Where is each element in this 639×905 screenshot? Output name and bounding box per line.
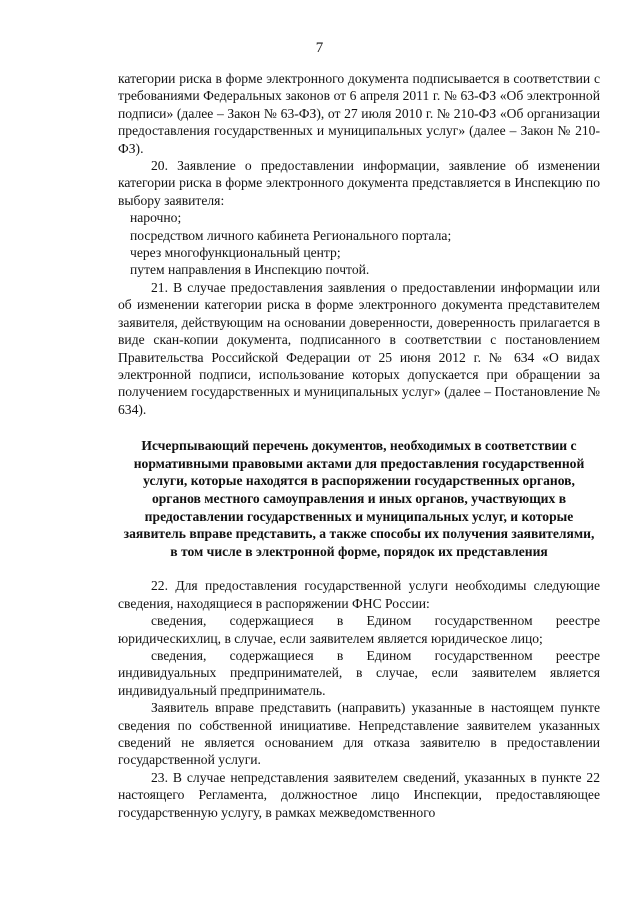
- list-item: посредством личного кабинета Регионального портала;: [130, 227, 452, 243]
- section-heading: Исчерпывающий перечень документов, необходимых в соответствии с нормативными правовыми актами для предоставления государственной услуги, которые находятся в распоряжении государственных органов, органов местного самоуправления и иных органов, участвующих в предоставлении государственных и муниципальных услуг, и которые заявитель вправе представить, а также способы их получения заявителями, в том числе в электронной форме, порядок их представления: [123, 438, 595, 559]
- paragraph-22: 22. Для предоставления государственной услуги необходимы следующие сведения, находящиеся в распоряжении ФНС России:: [118, 578, 600, 611]
- paragraph-23: 23. В случае непредставления заявителем сведений, указанных в пункте 22 настоящего Регламента, должностное лицо Инспекции, предоставляющее государственную услугу, в рамках межведомственного: [118, 769, 600, 820]
- paragraph-22-applicant-right: Заявитель вправе представить (направить) указанные в настоящем пункте сведения по собственной инициативе. Непредставление заявителем указанных сведений не является основанием для отказа заявителю в предоставлении государственной услуги.: [118, 700, 600, 768]
- list-item: путем направления в Инспекцию почтой.: [130, 262, 370, 278]
- page-number: 7: [315, 40, 324, 56]
- list-item: нарочно;: [130, 210, 182, 226]
- paragraph-22-entrepreneurs: сведения, содержащиеся в Едином государственном реестре индивидуальных предпринимателей, в случае, если заявителем является индивидуальный предприниматель.: [118, 647, 600, 698]
- submission-methods-list: [118, 209, 600, 279]
- document-body: [118, 70, 600, 821]
- paragraph-21: 21. В случае предоставления заявления о предоставлении информации или об изменении категории риска в форме электронного документа представителем заявителя, действующим на основании доверенности, доверенность прилагается в виде скан-копии документа, подписанного в соответствии с постановлением Правительства Российской Федерации от 25 июня 2012 г. № 634 «О видах электронной подписи, использование которых допускается при обращении за получением государственных и муниципальных услуг» (далее – Постановление № 634).: [118, 279, 600, 417]
- paragraph-20: 20. Заявление о предоставлении информации, заявление об изменении категории риска в форме электронного документа представляется в Инспекцию по выбору заявителя:: [118, 158, 600, 208]
- list-item: через многофункциональный центр;: [130, 245, 341, 261]
- paragraph-22-legal-entities: сведения, содержащиеся в Едином государственном реестре юридическихлиц, в случае, если заявителем является юридическое лицо;: [118, 613, 600, 646]
- paragraph-continuation: категории риска в форме электронного документа подписывается в соответствии с требованиями Федеральных законов от 6 апреля 2011 г. № 63-ФЗ «Об электронной подписи» (далее – Закон № 63-ФЗ), от 27 июля 2010 г. № 210-ФЗ «Об организации предоставления государственных и муниципальных услуг» (далее – Закон № 210-ФЗ).: [118, 71, 600, 156]
